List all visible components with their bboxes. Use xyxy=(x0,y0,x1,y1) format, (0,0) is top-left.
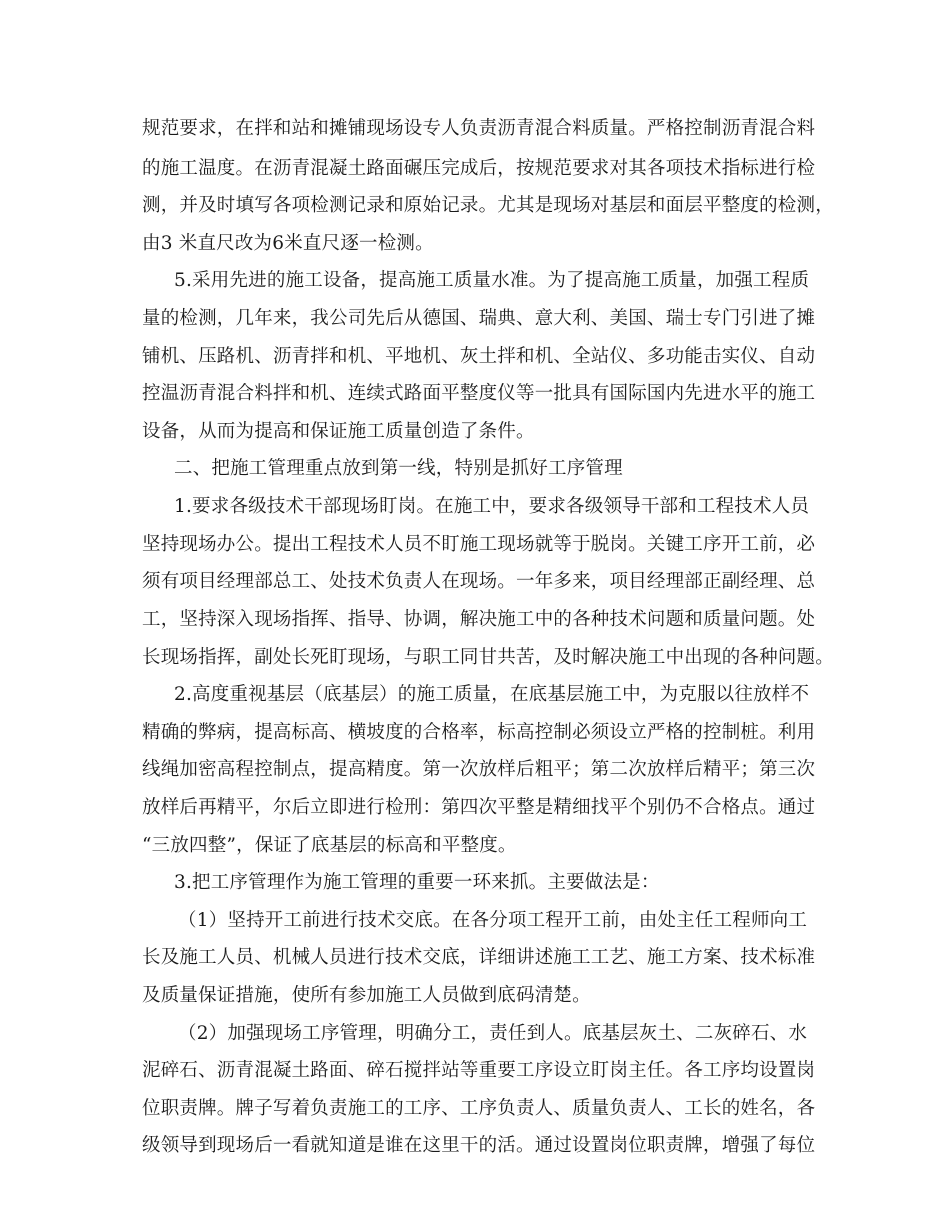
text-line: （1）坚持开工前进行技术交底。在各分项工程开工前，由处主任工程师向工 xyxy=(178,910,808,931)
text-line: 规范要求，在拌和站和摊铺现场设专人负责沥青混合料质量。严格控制沥青混合料 xyxy=(142,118,816,139)
section-heading: 二、把施工管理重点放到第一线，特别是抓好工序管理 xyxy=(174,458,623,479)
text-line: 长及施工人员、机械人员进行技术交底，详细讲述施工工艺、施工方案、技术标准 xyxy=(142,947,816,968)
text-line: 控温沥青混合料拌和机、连续式路面平整度仪等一批具有国际国内先进水平的施工 xyxy=(142,383,816,404)
text-line: 须有项目经理部总工、处技术负责人在现场。一年多来，项目经理部正副经理、总 xyxy=(142,571,816,592)
text-line: 测，并及时填写各项检测记录和原始记录。尤其是现场对基层和面层平整度的检测， xyxy=(142,195,834,216)
text-line: 坚持现场办公。提出工程技术人员不盯施工现场就等于脱岗。关键工序开工前，必 xyxy=(142,534,816,555)
text-line: 量的检测，几年来，我公司先后从德国、瑞典、意大利、美国、瑞士专门引进了摊 xyxy=(142,308,816,329)
text-line: 放样后再精平，尔后立即进行检刑：第四次平整是精细找平个别仍不合格点。通过 xyxy=(142,797,816,818)
text-line: 2.高度重视基层（底基层）的施工质量，在底基层施工中，为克服以往放样不 xyxy=(174,684,810,705)
text-line: 的施工温度。在沥青混凝土路面碾压完成后，按规范要求对其各项技术指标进行检 xyxy=(142,158,816,179)
text-line: “三放四整”，保证了底基层的标高和平整度。 xyxy=(142,835,517,856)
text-line: 铺机、压路机、沥青拌和机、平地机、灰土拌和机、全站仪、多功能击实仪、自动 xyxy=(142,346,816,367)
text-line: 长现场指挥，副处长死盯现场，与职工同甘共苦，及时解决施工中出现的各种问题。 xyxy=(142,647,834,668)
text-line: 位职责牌。牌子写着负责施工的工序、工序负责人、质量负责人、工长的姓名，各 xyxy=(142,1098,816,1119)
text-line: 1.要求各级技术干部现场盯岗。在施工中，要求各级领导干部和工程技术人员 xyxy=(174,496,810,517)
text-line: 设备，从而为提高和保证施工质量创造了条件。 xyxy=(142,421,535,442)
text-line: （2）加强现场工序管理，明确分工，责任到人。底基层灰土、二灰碎石、水 xyxy=(178,1023,808,1044)
text-line: 泥碎石、沥青混凝土路面、碎石搅拌站等重要工序设立盯岗主任。各工序均设置岗 xyxy=(142,1060,816,1081)
text-line: 及质量保证措施，使所有参加施工人员做到底码清楚。 xyxy=(142,985,591,1006)
text-line: 由3 米直尺改为6米直尺逐一检测。 xyxy=(142,233,434,254)
text-line: 5.采用先进的施工设备，提高施工质量水准。为了提高施工质量，加强工程质 xyxy=(174,270,810,291)
text-line: 工，坚持深入现场指挥、指导、协调，解决施工中的各种技术问题和质量问题。处 xyxy=(142,609,816,630)
text-line: 精确的弊病，提高标高、横坡度的合格率，标高控制必须设立严格的控制桩。利用 xyxy=(142,722,816,743)
text-line: 级领导到现场后一看就知道是谁在这里干的活。通过设置岗位职责牌，增强了每位 xyxy=(142,1135,816,1156)
text-line: 3.把工序管理作为施工管理的重要一环来抓。主要做法是： xyxy=(174,872,660,893)
text-line: 线绳加密高程控制点，提高精度。第一次放样后粗平；第二次放样后精平；第三次 xyxy=(142,759,816,780)
